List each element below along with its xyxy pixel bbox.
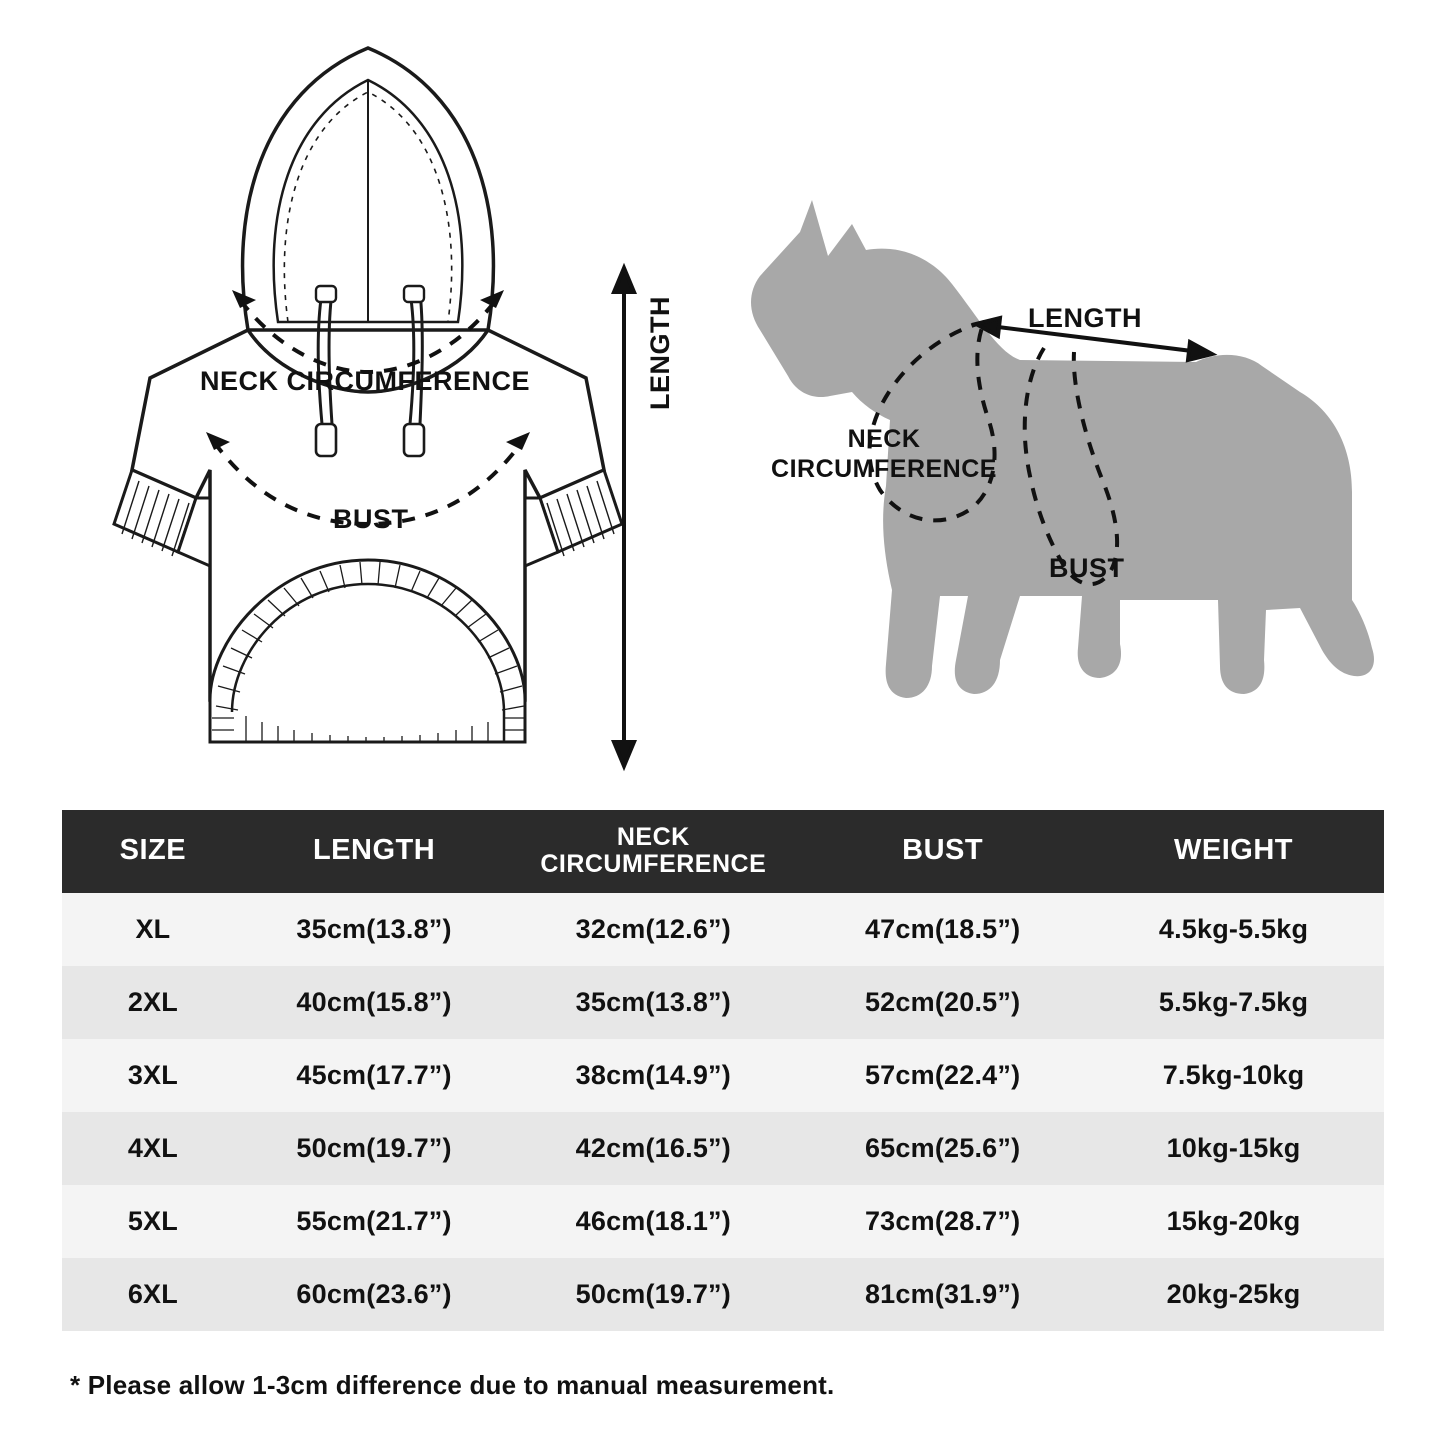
cell-weight: 5.5kg-7.5kg: [1083, 966, 1384, 1039]
size-table-wrapper: [62, 810, 1384, 1331]
cell-length: 35cm(13.8”): [244, 893, 505, 966]
cell-length: 60cm(23.6”): [244, 1258, 505, 1331]
cell-length: 50cm(19.7”): [244, 1112, 505, 1185]
table-row: [62, 1112, 1384, 1185]
table-header-row: [62, 810, 1384, 893]
cell-neck: 35cm(13.8”): [504, 966, 802, 1039]
cell-bust: 65cm(25.6”): [802, 1112, 1083, 1185]
cell-neck: 32cm(12.6”): [504, 893, 802, 966]
cell-size: XL: [62, 893, 244, 966]
cell-bust: 52cm(20.5”): [802, 966, 1083, 1039]
table-row: [62, 1185, 1384, 1258]
table-row: [62, 1039, 1384, 1112]
cell-size: 2XL: [62, 966, 244, 1039]
cell-weight: 15kg-20kg: [1083, 1185, 1384, 1258]
cell-bust: 47cm(18.5”): [802, 893, 1083, 966]
cell-size: 4XL: [62, 1112, 244, 1185]
cell-length: 45cm(17.7”): [244, 1039, 505, 1112]
cell-size: 5XL: [62, 1185, 244, 1258]
header-neck-circumference: NECK CIRCUMFERENCE: [504, 810, 802, 893]
cell-bust: 73cm(28.7”): [802, 1185, 1083, 1258]
hoodie-bust-label: BUST: [333, 504, 409, 534]
table-row: [62, 893, 1384, 966]
cell-bust: 57cm(22.4”): [802, 1039, 1083, 1112]
cell-neck: 42cm(16.5”): [504, 1112, 802, 1185]
dog-neck-circumference-label: NECK CIRCUMFERENCE: [771, 425, 997, 483]
cell-weight: 20kg-25kg: [1083, 1258, 1384, 1331]
cell-neck: 50cm(19.7”): [504, 1258, 802, 1331]
cell-length: 55cm(21.7”): [244, 1185, 505, 1258]
header-length: LENGTH: [244, 810, 505, 893]
size-table-body: [62, 893, 1384, 1331]
cell-weight: 7.5kg-10kg: [1083, 1039, 1384, 1112]
cell-neck: 46cm(18.1”): [504, 1185, 802, 1258]
header-bust: BUST: [802, 810, 1083, 893]
table-row: [62, 1258, 1384, 1331]
table-row: [62, 966, 1384, 1039]
cell-weight: 10kg-15kg: [1083, 1112, 1384, 1185]
dog-bust-label: BUST: [1049, 553, 1125, 583]
cell-neck: 38cm(14.9”): [504, 1039, 802, 1112]
cell-weight: 4.5kg-5.5kg: [1083, 893, 1384, 966]
size-table-header: [62, 810, 1384, 893]
hoodie-length-label: LENGTH: [645, 296, 675, 410]
cell-size: 3XL: [62, 1039, 244, 1112]
header-size: SIZE: [62, 810, 244, 893]
measurement-footnote: * Please allow 1-3cm difference due to manual measurement.: [70, 1370, 835, 1400]
size-table: [62, 810, 1384, 1331]
cell-bust: 81cm(31.9”): [802, 1258, 1083, 1331]
hoodie-neck-circumference-label: NECK CIRCUMFERENCE: [200, 366, 531, 396]
dog-length-label: LENGTH: [1028, 303, 1142, 333]
cell-size: 6XL: [62, 1258, 244, 1331]
cell-length: 40cm(15.8”): [244, 966, 505, 1039]
header-weight: WEIGHT: [1083, 810, 1384, 893]
